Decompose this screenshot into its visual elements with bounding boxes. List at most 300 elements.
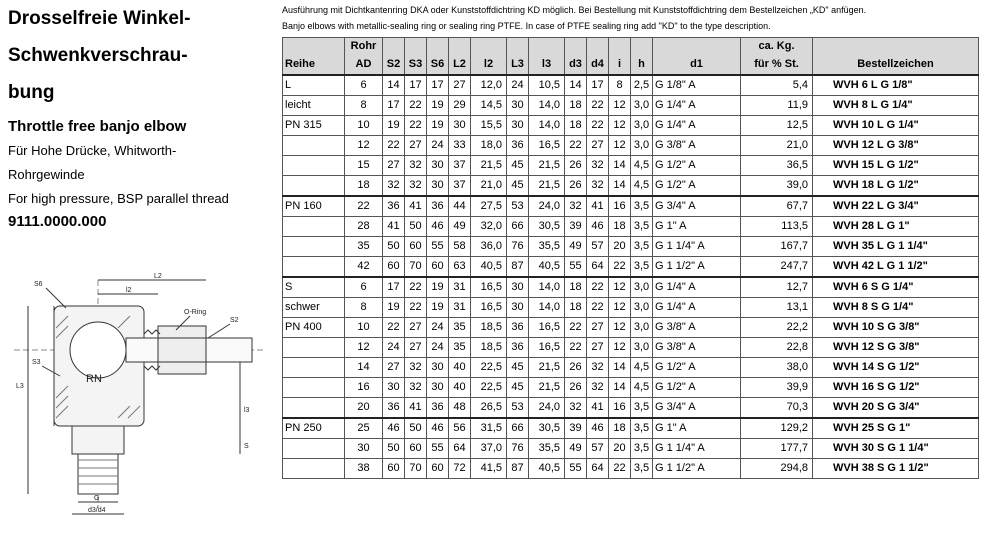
table-cell: 14 bbox=[609, 176, 631, 197]
column-header: S3 bbox=[405, 55, 427, 75]
table-cell: G 1/4" A bbox=[653, 96, 741, 116]
table-cell: 60 bbox=[427, 459, 449, 479]
spec-table-wrapper bbox=[282, 37, 978, 479]
table-cell: G 1 1/2" A bbox=[653, 459, 741, 479]
table-cell: 35,5 bbox=[529, 439, 565, 459]
table-cell: 167,7 bbox=[741, 237, 813, 257]
column-header: S2 bbox=[383, 55, 405, 75]
table-cell: 5,4 bbox=[741, 75, 813, 96]
table-cell: 12,0 bbox=[471, 75, 507, 96]
table-cell: G 1/2" A bbox=[653, 176, 741, 197]
column-header: i bbox=[609, 55, 631, 75]
table-cell: G 1" A bbox=[653, 217, 741, 237]
table-cell: 55 bbox=[565, 257, 587, 278]
table-cell: 21,5 bbox=[471, 156, 507, 176]
table-cell: 12 bbox=[609, 338, 631, 358]
cell-reihe bbox=[283, 358, 345, 378]
product-title-line-3: bung bbox=[8, 82, 55, 103]
table-cell: G 1/4" A bbox=[653, 298, 741, 318]
table-cell: 33 bbox=[449, 136, 471, 156]
table-cell: 8 bbox=[345, 96, 383, 116]
table-cell: 35,5 bbox=[529, 237, 565, 257]
table-cell: 19 bbox=[427, 116, 449, 136]
table-cell: 55 bbox=[427, 439, 449, 459]
table-cell: G 1" A bbox=[653, 418, 741, 439]
table-cell: 39 bbox=[565, 217, 587, 237]
table-cell: 16 bbox=[609, 398, 631, 419]
table-cell: 294,8 bbox=[741, 459, 813, 479]
table-cell: WVH 6 S G 1/4" bbox=[813, 277, 979, 298]
table-row bbox=[283, 116, 979, 136]
table-cell: WVH 6 L G 1/8" bbox=[813, 75, 979, 96]
table-cell: WVH 12 S G 3/8" bbox=[813, 338, 979, 358]
table-cell: 37 bbox=[449, 156, 471, 176]
table-cell: 66 bbox=[507, 217, 529, 237]
table-cell: 14 bbox=[383, 75, 405, 96]
table-cell: 22 bbox=[587, 96, 609, 116]
table-cell: 3,0 bbox=[631, 116, 653, 136]
table-cell: 40,5 bbox=[529, 459, 565, 479]
table-cell: 27 bbox=[383, 358, 405, 378]
table-cell: 46 bbox=[587, 418, 609, 439]
table-cell: G 1 1/2" A bbox=[653, 257, 741, 278]
table-cell: 21,0 bbox=[471, 176, 507, 197]
column-header: d4 bbox=[587, 55, 609, 75]
table-cell: 19 bbox=[383, 116, 405, 136]
table-cell: 177,7 bbox=[741, 439, 813, 459]
cell-reihe bbox=[283, 176, 345, 197]
table-cell: 4,5 bbox=[631, 176, 653, 197]
table-cell: 60 bbox=[405, 237, 427, 257]
table-cell: 42 bbox=[345, 257, 383, 278]
table-cell: 27 bbox=[383, 156, 405, 176]
table-cell: 46 bbox=[383, 418, 405, 439]
cell-reihe bbox=[283, 156, 345, 176]
table-cell: 16,5 bbox=[471, 277, 507, 298]
table-cell: 60 bbox=[383, 459, 405, 479]
table-cell: 22 bbox=[405, 96, 427, 116]
table-cell: 29 bbox=[449, 96, 471, 116]
label-l2-big: L2 bbox=[154, 273, 162, 280]
table-cell: 55 bbox=[565, 459, 587, 479]
table-cell: WVH 20 S G 3/4" bbox=[813, 398, 979, 419]
table-cell: 36 bbox=[507, 338, 529, 358]
table-cell: 10 bbox=[345, 116, 383, 136]
table-cell: 12 bbox=[609, 116, 631, 136]
table-cell: 14,0 bbox=[529, 116, 565, 136]
table-cell: 32 bbox=[587, 358, 609, 378]
table-cell: 12 bbox=[609, 277, 631, 298]
cell-reihe: PN 160 bbox=[283, 196, 345, 217]
table-cell: 24 bbox=[427, 136, 449, 156]
table-cell: WVH 30 S G 1 1/4" bbox=[813, 439, 979, 459]
table-cell: 46 bbox=[587, 217, 609, 237]
table-cell: 22 bbox=[587, 277, 609, 298]
table-cell: WVH 38 S G 1 1/2" bbox=[813, 459, 979, 479]
table-cell: 30 bbox=[507, 298, 529, 318]
table-cell: 22 bbox=[345, 196, 383, 217]
table-cell: G 3/8" A bbox=[653, 318, 741, 338]
table-cell: 50 bbox=[383, 237, 405, 257]
table-cell: 27 bbox=[405, 318, 427, 338]
table-cell: 4,5 bbox=[631, 358, 653, 378]
table-row bbox=[283, 439, 979, 459]
table-body bbox=[283, 75, 979, 479]
table-row bbox=[283, 136, 979, 156]
table-cell: 13,1 bbox=[741, 298, 813, 318]
table-cell: 3,0 bbox=[631, 338, 653, 358]
table-cell: 16,5 bbox=[529, 136, 565, 156]
table-cell: 49 bbox=[565, 237, 587, 257]
label-rn: RN bbox=[86, 373, 102, 385]
table-cell: 18 bbox=[565, 277, 587, 298]
table-cell: 32,0 bbox=[471, 217, 507, 237]
table-cell: G 3/8" A bbox=[653, 338, 741, 358]
table-cell: 70,3 bbox=[741, 398, 813, 419]
table-cell: 45 bbox=[507, 176, 529, 197]
table-cell: 3,5 bbox=[631, 257, 653, 278]
table-cell: 28 bbox=[345, 217, 383, 237]
table-cell: 8 bbox=[609, 75, 631, 96]
table-row bbox=[283, 358, 979, 378]
table-cell: 30 bbox=[427, 176, 449, 197]
table-cell: 17 bbox=[587, 75, 609, 96]
cell-reihe bbox=[283, 338, 345, 358]
column-header: L2 bbox=[449, 55, 471, 75]
table-cell: G 1/4" A bbox=[653, 277, 741, 298]
table-cell: 31 bbox=[449, 298, 471, 318]
table-row bbox=[283, 96, 979, 116]
table-cell: 46 bbox=[427, 217, 449, 237]
table-cell: 14 bbox=[609, 156, 631, 176]
table-cell: 70 bbox=[405, 459, 427, 479]
table-cell: 56 bbox=[449, 418, 471, 439]
label-s2: S2 bbox=[230, 317, 239, 324]
cell-reihe: schwer bbox=[283, 298, 345, 318]
table-cell: 31 bbox=[449, 277, 471, 298]
table-cell: 70 bbox=[405, 257, 427, 278]
table-row bbox=[283, 75, 979, 96]
table-cell: 21,0 bbox=[741, 136, 813, 156]
column-header: d1 bbox=[653, 55, 741, 75]
table-cell: 35 bbox=[449, 318, 471, 338]
table-cell: 22 bbox=[565, 318, 587, 338]
desc-line-2: Rohrgewinde bbox=[8, 167, 85, 182]
table-cell: 3,5 bbox=[631, 439, 653, 459]
table-cell: 22 bbox=[405, 277, 427, 298]
table-row bbox=[283, 196, 979, 217]
cell-reihe bbox=[283, 459, 345, 479]
table-cell: 24,0 bbox=[529, 196, 565, 217]
table-cell: 3,5 bbox=[631, 196, 653, 217]
table-row bbox=[283, 398, 979, 419]
label-d3d4: d3/d4 bbox=[88, 507, 106, 514]
table-cell: 18,0 bbox=[471, 136, 507, 156]
table-cell: 26 bbox=[565, 176, 587, 197]
table-cell: 22 bbox=[587, 298, 609, 318]
table-cell: 27 bbox=[587, 136, 609, 156]
table-cell: 22 bbox=[383, 318, 405, 338]
table-cell: 3,5 bbox=[631, 237, 653, 257]
table-cell: 20 bbox=[609, 439, 631, 459]
table-cell: 27 bbox=[405, 136, 427, 156]
column-header: l2 bbox=[471, 55, 507, 75]
table-cell: 26,5 bbox=[471, 398, 507, 419]
table-cell: 11,9 bbox=[741, 96, 813, 116]
desc-line-1: Für Hohe Drücke, Whitworth- bbox=[8, 143, 177, 158]
label-l3: l3 bbox=[244, 407, 250, 414]
table-cell: 53 bbox=[507, 398, 529, 419]
table-cell: G 1/4" A bbox=[653, 116, 741, 136]
table-cell: 14 bbox=[565, 75, 587, 96]
table-cell: 36 bbox=[507, 136, 529, 156]
table-cell: 40 bbox=[449, 358, 471, 378]
table-cell: 30 bbox=[427, 156, 449, 176]
table-cell: 21,5 bbox=[529, 378, 565, 398]
table-cell: G 1/2" A bbox=[653, 378, 741, 398]
table-cell: 3,5 bbox=[631, 418, 653, 439]
table-cell: 18 bbox=[565, 96, 587, 116]
table-cell: 39 bbox=[565, 418, 587, 439]
table-cell: 16,5 bbox=[529, 318, 565, 338]
cell-reihe: PN 400 bbox=[283, 318, 345, 338]
table-cell: 41 bbox=[587, 196, 609, 217]
table-cell: 32 bbox=[587, 176, 609, 197]
table-cell: 41 bbox=[405, 398, 427, 419]
table-cell: 22 bbox=[383, 136, 405, 156]
table-cell: 39,9 bbox=[741, 378, 813, 398]
table-cell: WVH 18 L G 1/2" bbox=[813, 176, 979, 197]
table-cell: 57 bbox=[587, 237, 609, 257]
table-cell: 12 bbox=[345, 338, 383, 358]
table-cell: 14 bbox=[609, 378, 631, 398]
table-cell: 27,5 bbox=[471, 196, 507, 217]
table-cell: 12 bbox=[609, 318, 631, 338]
table-cell: 30 bbox=[383, 378, 405, 398]
table-cell: 16 bbox=[609, 196, 631, 217]
table-cell: 16,5 bbox=[471, 298, 507, 318]
table-cell: 18 bbox=[609, 217, 631, 237]
table-row bbox=[283, 176, 979, 197]
table-cell: 16 bbox=[345, 378, 383, 398]
label-g: G bbox=[94, 495, 100, 502]
table-cell: 37,0 bbox=[471, 439, 507, 459]
table-cell: 15 bbox=[345, 156, 383, 176]
table-cell: 36 bbox=[383, 196, 405, 217]
table-cell: 58 bbox=[449, 237, 471, 257]
table-cell: 21,5 bbox=[529, 176, 565, 197]
table-cell: 25 bbox=[345, 418, 383, 439]
table-cell: 31,5 bbox=[471, 418, 507, 439]
note-line-en: Banjo elbows with metallic-sealing ring or sealing ring PTFE. In case of PTFE sealing ring add "KD" to the type description. bbox=[282, 21, 771, 31]
table-cell: WVH 15 L G 1/2" bbox=[813, 156, 979, 176]
table-cell: 22 bbox=[565, 338, 587, 358]
table-cell: 22,2 bbox=[741, 318, 813, 338]
table-cell: 129,2 bbox=[741, 418, 813, 439]
table-cell: 19 bbox=[427, 277, 449, 298]
table-cell: WVH 14 S G 1/2" bbox=[813, 358, 979, 378]
column-header: d3 bbox=[565, 55, 587, 75]
table-cell: G 1 1/4" A bbox=[653, 439, 741, 459]
table-cell: 22 bbox=[587, 116, 609, 136]
table-cell: 12 bbox=[609, 96, 631, 116]
table-cell: 12,5 bbox=[741, 116, 813, 136]
table-cell: WVH 10 S G 3/8" bbox=[813, 318, 979, 338]
table-cell: 41 bbox=[383, 217, 405, 237]
table-cell: 21,5 bbox=[529, 358, 565, 378]
table-cell: G 1/8" A bbox=[653, 75, 741, 96]
table-cell: 30 bbox=[507, 277, 529, 298]
banjo-elbow-drawing bbox=[8, 268, 270, 518]
table-cell: 64 bbox=[587, 459, 609, 479]
table-cell: 21,5 bbox=[529, 156, 565, 176]
table-cell: 60 bbox=[427, 257, 449, 278]
table-cell: 40 bbox=[449, 378, 471, 398]
table-cell: WVH 42 L G 1 1/2" bbox=[813, 257, 979, 278]
table-cell: 72 bbox=[449, 459, 471, 479]
table-cell: 44 bbox=[449, 196, 471, 217]
table-cell: 36 bbox=[427, 196, 449, 217]
table-cell: 20 bbox=[609, 237, 631, 257]
table-cell: 6 bbox=[345, 277, 383, 298]
table-cell: 3,0 bbox=[631, 318, 653, 338]
table-cell: 2,5 bbox=[631, 75, 653, 96]
header-row bbox=[283, 55, 979, 75]
table-cell: 14,0 bbox=[529, 298, 565, 318]
table-row bbox=[283, 217, 979, 237]
table-cell: 49 bbox=[449, 217, 471, 237]
table-cell: 32 bbox=[405, 378, 427, 398]
table-cell: 32 bbox=[405, 358, 427, 378]
table-cell: 14,5 bbox=[471, 96, 507, 116]
table-cell: 18 bbox=[345, 176, 383, 197]
order-note bbox=[282, 2, 866, 34]
table-cell: 19 bbox=[383, 298, 405, 318]
table-cell: 247,7 bbox=[741, 257, 813, 278]
table-cell: 24 bbox=[427, 318, 449, 338]
table-cell: 45 bbox=[507, 156, 529, 176]
table-cell: 40,5 bbox=[529, 257, 565, 278]
table-cell: 17 bbox=[427, 75, 449, 96]
table-row bbox=[283, 318, 979, 338]
table-cell: G 3/4" A bbox=[653, 398, 741, 419]
table-cell: 19 bbox=[427, 96, 449, 116]
table-cell: G 1 1/4" A bbox=[653, 237, 741, 257]
table-cell: 18 bbox=[565, 116, 587, 136]
table-cell: 32 bbox=[587, 378, 609, 398]
table-cell: 41 bbox=[587, 398, 609, 419]
header-blank bbox=[283, 38, 345, 56]
table-row bbox=[283, 378, 979, 398]
table-cell: 12 bbox=[609, 136, 631, 156]
table-cell: 38,0 bbox=[741, 358, 813, 378]
table-cell: 3,5 bbox=[631, 398, 653, 419]
table-cell: 35 bbox=[345, 237, 383, 257]
table-cell: 27 bbox=[587, 318, 609, 338]
table-cell: 32 bbox=[405, 176, 427, 197]
label-s3: S3 bbox=[32, 359, 41, 366]
table-cell: 22 bbox=[609, 257, 631, 278]
table-cell: 67,7 bbox=[741, 196, 813, 217]
table-cell: 36 bbox=[507, 318, 529, 338]
table-cell: 4,5 bbox=[631, 156, 653, 176]
table-cell: 113,5 bbox=[741, 217, 813, 237]
label-s6: S6 bbox=[34, 281, 43, 288]
table-cell: 18 bbox=[565, 298, 587, 318]
table-cell: 18,5 bbox=[471, 338, 507, 358]
cell-reihe: PN 315 bbox=[283, 116, 345, 136]
table-cell: 12 bbox=[609, 298, 631, 318]
cell-reihe: PN 250 bbox=[283, 418, 345, 439]
product-title-line-2: Schwenkverschrau- bbox=[8, 45, 188, 66]
table-cell: WVH 12 L G 3/8" bbox=[813, 136, 979, 156]
part-number: 9111.0000.000 bbox=[8, 213, 107, 230]
table-cell: 18,5 bbox=[471, 318, 507, 338]
table-cell: 22,5 bbox=[471, 358, 507, 378]
product-title-line-1: Drosselfreie Winkel- bbox=[8, 8, 191, 29]
table-cell: 36,0 bbox=[471, 237, 507, 257]
table-cell: 27 bbox=[587, 338, 609, 358]
cell-reihe: leicht bbox=[283, 96, 345, 116]
column-header: Reihe bbox=[283, 55, 345, 75]
table-cell: 26 bbox=[565, 156, 587, 176]
table-cell: 14,0 bbox=[529, 277, 565, 298]
table-cell: 48 bbox=[449, 398, 471, 419]
table-cell: 24 bbox=[507, 75, 529, 96]
table-cell: 10,5 bbox=[529, 75, 565, 96]
cell-reihe bbox=[283, 439, 345, 459]
table-cell: 22,5 bbox=[471, 378, 507, 398]
table-cell: 14 bbox=[345, 358, 383, 378]
table-cell: 53 bbox=[507, 196, 529, 217]
table-cell: 3,5 bbox=[631, 217, 653, 237]
table-cell: 30 bbox=[507, 96, 529, 116]
cell-reihe bbox=[283, 217, 345, 237]
table-cell: 27 bbox=[405, 338, 427, 358]
table-cell: 64 bbox=[587, 257, 609, 278]
table-cell: 76 bbox=[507, 237, 529, 257]
table-cell: 36,5 bbox=[741, 156, 813, 176]
table-cell: 32 bbox=[587, 156, 609, 176]
table-row bbox=[283, 298, 979, 318]
cell-reihe bbox=[283, 136, 345, 156]
table-cell: 55 bbox=[427, 237, 449, 257]
desc-line-3: For high pressure, BSP parallel thread bbox=[8, 191, 229, 206]
cell-reihe bbox=[283, 237, 345, 257]
table-cell: 24 bbox=[383, 338, 405, 358]
cell-reihe bbox=[283, 378, 345, 398]
table-cell: 3,5 bbox=[631, 459, 653, 479]
table-cell: WVH 8 L G 1/4" bbox=[813, 96, 979, 116]
table-cell: 24 bbox=[427, 338, 449, 358]
table-cell: 24,0 bbox=[529, 398, 565, 419]
column-header: S6 bbox=[427, 55, 449, 75]
table-cell: 50 bbox=[383, 439, 405, 459]
table-cell: 36 bbox=[427, 398, 449, 419]
table-cell: 14 bbox=[609, 358, 631, 378]
table-cell: 60 bbox=[383, 257, 405, 278]
cell-reihe: L bbox=[283, 75, 345, 96]
table-cell: 64 bbox=[449, 439, 471, 459]
cell-reihe: S bbox=[283, 277, 345, 298]
label-oring: O-Ring bbox=[184, 309, 207, 316]
table-cell: 63 bbox=[449, 257, 471, 278]
table-cell: 16,5 bbox=[529, 338, 565, 358]
product-subtitle: Throttle free banjo elbow bbox=[8, 118, 187, 135]
cell-reihe bbox=[283, 398, 345, 419]
label-l2: l2 bbox=[126, 287, 132, 294]
table-cell: 30 bbox=[427, 358, 449, 378]
